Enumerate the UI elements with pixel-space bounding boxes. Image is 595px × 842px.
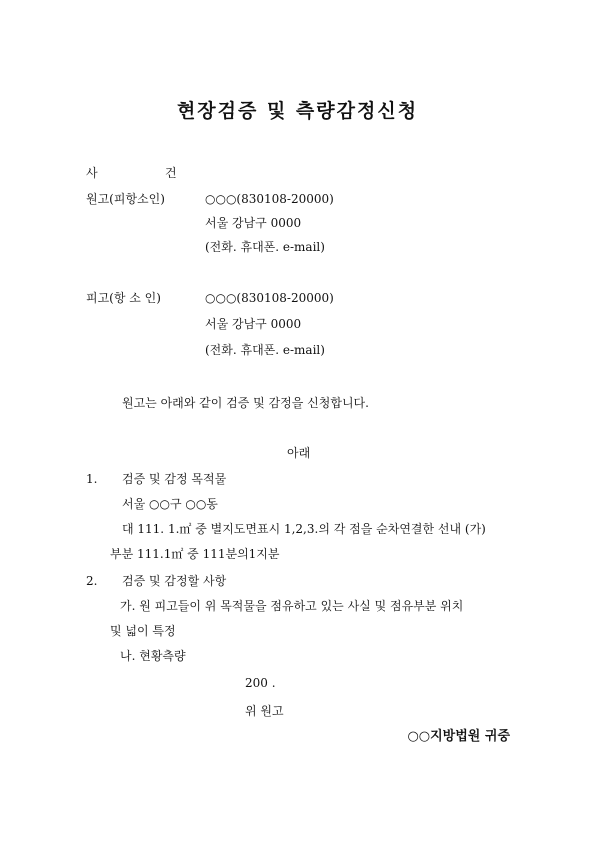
defendant-name: ○○○(830108-20000) [205, 291, 334, 305]
case-label-right: 건 [165, 166, 177, 180]
item2-line: 및 넓이 특정 [110, 624, 176, 638]
plaintiff-name: ○○○(830108-20000) [205, 192, 334, 206]
below-heading: 아래 [287, 446, 311, 460]
item1-heading: 검증 및 감정 목적물 [122, 472, 227, 486]
defendant-contact: (전화. 휴대폰. e-mail) [205, 343, 325, 357]
case-label-left: 사 [86, 166, 98, 180]
item1-line: 대 111. 1.㎡ 중 별지도면표시 1,2,3.의 각 점을 순차연결한 선내 (가) [122, 522, 486, 536]
document-title: 현장검증 및 측량감정신청 [176, 100, 419, 122]
item2-line: 가. 원 피고들이 위 목적물을 점유하고 있는 사실 및 점유부분 위치 [120, 599, 464, 613]
intro-sentence: 원고는 아래와 같이 검증 및 감정을 신청합니다. [122, 396, 369, 410]
document-date: 200 . [245, 676, 276, 690]
item2-line: 나. 현황측량 [120, 649, 186, 663]
defendant-address: 서울 강남구 0000 [205, 317, 302, 331]
item1-line: 서울 ○○구 ○○동 [122, 497, 218, 511]
plaintiff-address: 서울 강남구 0000 [205, 216, 302, 230]
plaintiff-label: 원고(피항소인) [86, 192, 165, 206]
court-addressee: ○○지방법원 귀중 [407, 729, 510, 744]
item1-number: 1. [86, 472, 98, 486]
plaintiff-contact: (전화. 휴대폰. e-mail) [205, 240, 325, 254]
defendant-label: 피고(항 소 인) [86, 291, 161, 305]
signer-line: 위 원고 [245, 704, 284, 718]
item2-number: 2. [86, 574, 98, 588]
item1-line: 부분 111.1㎡ 중 111분의1지분 [110, 547, 280, 561]
item2-heading: 검증 및 감정할 사항 [122, 574, 227, 588]
